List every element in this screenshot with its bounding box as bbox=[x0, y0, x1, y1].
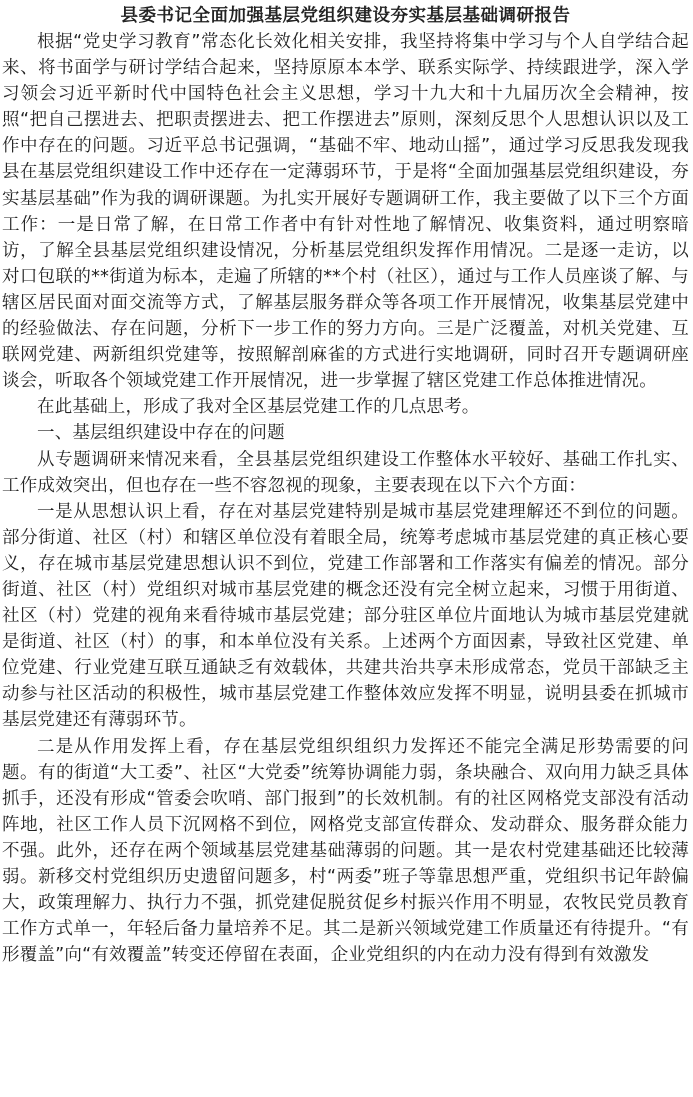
paragraph-point-two: 二是从作用发挥上看，存在基层党组织组织力发挥还不能完全满足形势需要的问题。有的街道“大工委”、社区“大党委”统筹协调能力弱，条块融合、双向用力缺乏具体抓手，还没有形成“管委会吹哨、部门报到”的长效机制。有的社区网格党支部没有活动阵地，社区工作人员下沉网格不到位，网格党支部宣传群众、发动群众、服务群众能力不强。此外，还存在两个领域基层党建基础薄弱的问题。其一是农村党建基础还比较薄弱。新移交村党组织历史遗留问题多，村“两委”班子等靠思想严重，党组织书记年龄偏大，政策理解力、执行力不强，抓党建促脱贫促乡村振兴作用不明显，农牧民党员教育工作方式单一，年轻后备力量培养不足。其二是新兴领域党建工作质量还有待提升。“有形覆盖”向“有效覆盖”转变还停留在表面，企业党组织的内在动力没有得到有效激发 bbox=[2, 736, 689, 966]
paragraph-thinking: 在此基础上，形成了我对全区基层党建工作的几点思考。 bbox=[37, 397, 480, 418]
section-heading-problems: 一、基层组织建设中存在的问题 bbox=[37, 423, 285, 444]
paragraph-point-one: 一是从思想认识上看，存在对基层党建特别是城市基层党建理解还不到位的问题。部分街道、社区（村）和辖区单位没有着眼全局，统筹考虑城市基层党建的真正核心要义，存在城市基层党建思想认识不到位，党建工作部署和工作落实有偏差的情况。部分街道、社区（村）党组织对城市基层党建的概念还没有完全树立起来，习惯于用街道、社区（村）党建的视角来看待城市基层党建；部分驻区单位片面地认为城市基层党建就是街道、社区（村）的事，和本单位没有关系。上述两个方面因素，导致社区党建、单位党建、行业党建互联互通缺乏有效载体，共建共治共享未形成常态，党员干部缺乏主动参与社区活动的积极性，城市基层党建工作整体效应发挥不明显，说明县委在抓城市基层党建还有薄弱环节。 bbox=[2, 501, 689, 731]
document-title: 县委书记全面加强基层党组织建设夯实基层基础调研报告 bbox=[120, 6, 571, 26]
paragraph-intro: 根据“党史学习教育”常态化长效化相关安排，我坚持将集中学习与个人自学结合起来、将书面学与研讨学结合起来，坚持原原本本学、联系实际学、持续跟进学，深入学习领会习近平新时代中国特色社会主义思想，学习十九大和十九届历次全会精神，按照“把自己摆进去、把职责摆进去、把工作摆进去”原则，深刻反思个人思想认识以及工作中存在的问题。习近平总书记强调，“基础不牢、地动山摇”，通过学习反思我发现我县在基层党组织建设工作中还存在一定薄弱环节，于是将“全面加强基层党组织建设，夯实基层基础”作为我的调研课题。为扎实开展好专题调研工作，我主要做了以下三个方面工作：一是日常了解，在日常工作者中有针对性地了解情况、收集资料，通过明察暗访，了解全县基层党组织建设情况，分析基层党组织发挥作用情况。二是逐一走访，以对口包联的**街道为标本，走遍了所辖的**个村（社区），通过与工作人员座谈了解、与辖区居民面对面交流等方式，了解基层服务群众等各项工作开展情况，收集基层党建中的经验做法、存在问题，分析下一步工作的努力方向。三是广泛覆盖，对机关党建、互联网党建、两新组织党建等，按照解剖麻雀的方式进行实地调研，同时召开专题调研座谈会，听取各个领域党建工作开展情况，进一步掌握了辖区党建工作总体推进情况。 bbox=[2, 32, 689, 392]
paragraph-overview: 从专题调研来情况来看，全县基层党组织建设工作整体水平较好、基础工作扎实、工作成效突出，但也存在一些不容忽视的现象，主要表现在以下六个方面： bbox=[2, 449, 689, 496]
